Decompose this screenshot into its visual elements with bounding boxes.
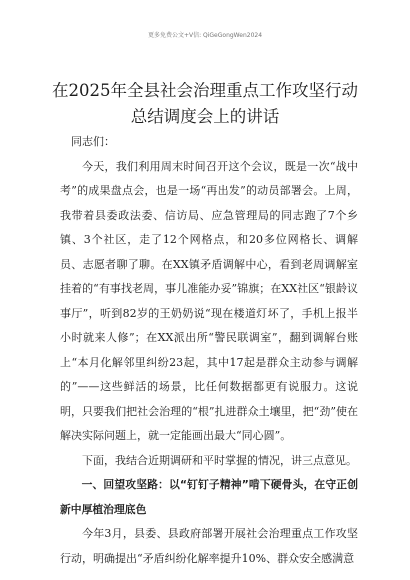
body-paragraph-2: 下面，我结合近期调研和平时掌握的情况，讲三点意见。 — [82, 453, 357, 467]
body-paragraph-1: 今天，我们利用周末时间召开这个会议，既是一次“战中考”的成果盘点会，也是一场“再出发”的动员部署会。上周，我带着县委政法委、信访局、应急管理局的同志跑了7个乡镇、3个社区，走了12个网格点，和20多位网格长、调解员、志愿者聊了聊。在XX镇矛盾调解中心，看到老周调解室挂着的“有事找老周，事儿准能办妥”锦旗；在XX社区“银龄议事厅”，听到82岁的王奶奶说“现在楼道灯坏了，手机上报半小时就来人修”；在XX派出所“警民联调室”，翻到调解台账上“本月化解邻里纠纷23起，其中17起是群众主动参与调解的”——这些鲜活的场景，比任何数据都更有说服力。这说明，只要我们把社会治理的“根”扎进群众土壤里，把“劲”使在解决实际问题上，就一定能画出最大“同心圆”。 — [60, 159, 358, 442]
document-title: 在2025年全县社会治理重点工作攻坚行动总结调度会上的讲话 — [52, 81, 358, 126]
document-body — [60, 130, 358, 571]
salutation: 同志们： — [71, 135, 115, 148]
section-heading-1: 一、回望攻坚路：以“钉钉子精神”啃下硬骨头，在守正创新中厚植治理底色 — [60, 478, 358, 516]
body-paragraph-3: 今年3月，县委、县政府部署开展社会治理重点工作攻坚行动，明确提出“矛盾纠纷化解率提升10%、群众安全感满意 — [60, 527, 358, 565]
header-watermark-note: 更多免费公文+V信: QiGeGongWen2024 — [147, 32, 263, 39]
